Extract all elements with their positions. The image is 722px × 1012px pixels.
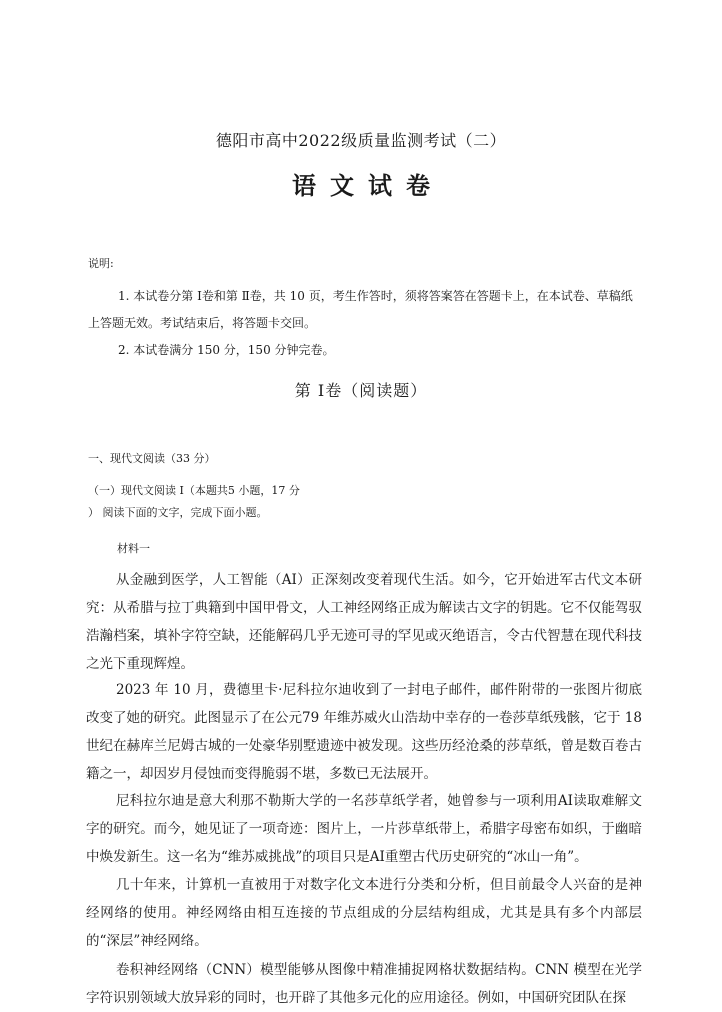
- reading-instruction: ） 阅读下面的文字，完成下面小题。: [88, 506, 268, 519]
- paragraph-2: 2023 年 10 月，费德里卡·尼科拉尔迪收到了一封电子邮件，邮件附带的一张图片彻底改变了她的研究。此图显示了在公元79 年维苏威火山浩劫中幸存的一卷莎草纸残骸，它于 18 世纪在赫库兰尼姆古城的一处豪华别墅遗迹中被发现。这些历经沧桑的莎草纸，曾是数百卷古籍之一，却因岁月侵蚀而变得脆弱不堪，多数已无法展开。: [86, 682, 642, 782]
- paragraph-4: 几十年来，计算机一直被用于对数字化文本进行分类和分析，但目前最令人兴奋的是神经网络的使用。神经网络由相互连接的节点组成的分层结构组成，尤其是具有多个内部层的“深层”神经网络。: [86, 877, 642, 949]
- exam-title: 德阳市高中2022级质量监测考试（二）: [215, 131, 507, 150]
- paragraph-5: 卷积神经网络（CNN）模型能够从图像中精准捕捉网格状数据结构。CNN 模型在光学字符识别领域大放异彩的同时，也开辟了其他多元化的应用途径。例如，中国研究团队在探: [86, 962, 642, 1006]
- material-label: 材料一: [117, 542, 150, 555]
- instructions-heading: 说明:: [88, 257, 114, 270]
- subject-title: 语文试卷: [292, 171, 444, 200]
- instruction-item-1: 1. 本试卷分第 Ⅰ卷和第 Ⅱ卷，共 10 页，考生作答时，须将答案答在答题卡上，在本试卷、草稿纸上答题无效。考试结束后，将答题卡交回。: [88, 289, 633, 330]
- section-title: 第 Ⅰ卷（阅读题）: [294, 381, 428, 400]
- part-one-heading: 一、现代文阅读（33 分）: [88, 452, 216, 465]
- paragraph-1: 从金融到医学，人工智能（AI）正深刻改变着现代生活。如今，它开始进军古代文本研究：从希腊与拉丁典籍到中国甲骨文，人工神经网络正成为解读古文字的钥匙。它不仅能驾驭浩瀚档案，填补字符空缺，还能解码几乎无迹可寻的罕见或灭绝语言，令古代智慧在现代科技之光下重现辉煌。: [86, 572, 642, 672]
- instruction-item-2: 2. 本试卷满分 150 分，150 分钟完卷。: [118, 343, 335, 357]
- paragraph-3: 尼科拉尔迪是意大利那不勒斯大学的一名莎草纸学者，她曾参与一项利用AI读取难解文字的研究。而今，她见证了一项奇迹：图片上，一片莎草纸带上，希腊字母密布如织，于幽暗中焕发新生。这一名为“维苏威挑战”的项目只是AI重塑古代历史研究的“冰山一角”。: [86, 793, 642, 865]
- subpart-one-heading: （一）现代文阅读 Ⅰ（本题共5 小题，17 分: [88, 484, 300, 497]
